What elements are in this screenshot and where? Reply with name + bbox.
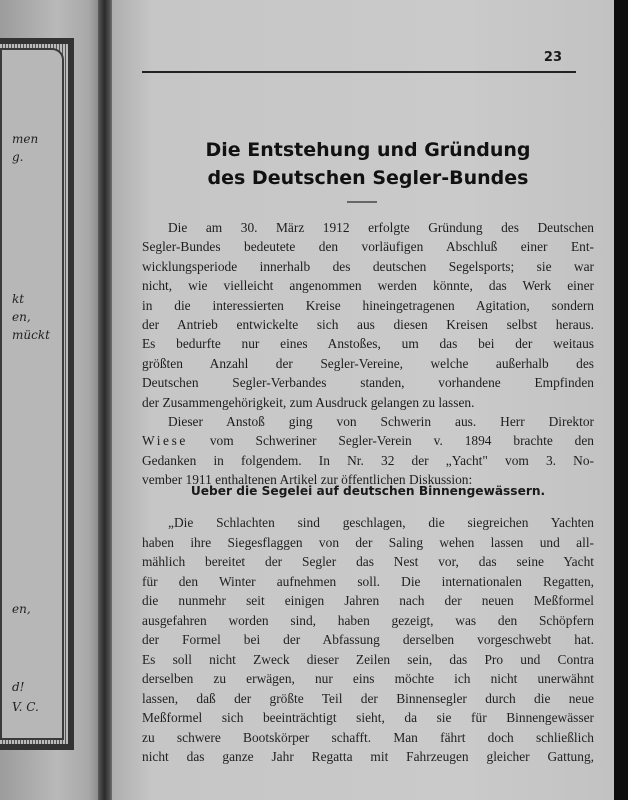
left-page	[0, 0, 104, 800]
header-rule	[142, 71, 576, 73]
quote-line: die nunmehr seit einigen Jahren nach der neuen Meßformel	[142, 593, 594, 608]
person-name-wiese: Wiese	[142, 433, 188, 449]
paragraph-1-line: in die interessierten Kreise hineingetragenen Agitation, sondern	[142, 297, 594, 313]
title-divider	[347, 201, 377, 203]
quoted-article-text	[142, 513, 594, 767]
paragraph-2-line: Gedanken in folgendem. In Nr. 32 der „Yacht" vom 3. No-	[142, 452, 594, 468]
quote-line: nicht das ganze Jahr Regatta mit Fahrzeugen gleicher Gattung,	[142, 749, 594, 764]
quote-line: der Formel bei der Abfassung derselben vorgeschwebt hat.	[142, 632, 594, 647]
left-page-ornamental-frame	[0, 38, 74, 750]
paragraph-2-line: Dieser Anstoß ging von Schwerin aus. Herr Direktor	[168, 414, 594, 430]
quote-line: ausgefahren worden sind, haben gezeigt, was den Schöpfern	[142, 612, 594, 628]
paragraph-1-line: größten Anzahl der Segler-Vereine, welche außerhalb des	[142, 355, 594, 371]
quote-line: haben ihre Siegesflaggen von der Saling wehen lassen und all-	[142, 534, 594, 550]
quote-line: mählich bereitet der Segler das Nest vor, das seine Yacht	[142, 554, 594, 569]
quote-line: derselben zu erwägen, nur eins möchte ich nicht unerwähnt	[142, 671, 594, 686]
quote-line: Meßformel sich beeinträchtigt sieht, da sie für Binnengewässer	[142, 710, 594, 725]
quote-line: lassen, daß der größte Teil der Binnensegler durch die neue	[142, 690, 594, 706]
paragraph-1-line: nicht, wie vielleicht angenommen werden könnte, das Werk einer	[142, 278, 594, 294]
left-page-fragment: en,	[12, 602, 31, 616]
left-page-fragment: mückt	[12, 328, 50, 342]
left-page-fragment: en,	[12, 310, 31, 324]
quoted-article-heading: Ueber die Segelei auf deutschen Binnengewässern.	[190, 484, 546, 498]
right-page	[112, 0, 614, 800]
chapter-title-line-2: des Deutschen Segler-Bundes	[207, 167, 529, 189]
paragraph-2-line-rest: vom Schweriner Segler-Verein v. 1894 brachte den	[209, 433, 595, 449]
paragraph-1-line: Deutschen Segler-Verbandes standen, vorhandene Empfinden	[142, 375, 594, 391]
quote-line: für den Winter aufnehmen soll. Die internationalen Regatten,	[142, 573, 594, 589]
quote-line: Es soll nicht Zweck dieser Zeilen sein, das Pro und Contra	[142, 651, 594, 667]
paragraph-1-line: wicklungsperiode innerhalb des deutschen Segelsports; sie war	[142, 258, 594, 274]
chapter-title	[142, 136, 594, 192]
chapter-title-line-1: Die Entstehung und Gründung	[205, 139, 531, 161]
left-page-frame-inner	[0, 48, 64, 740]
paragraph-2-line	[142, 431, 594, 450]
paragraph-1-line: Segler-Bundes bedeutete den vorläufigen Abschluß einer Ent-	[142, 239, 594, 255]
paragraph-1-line: Es bedurfte nur eines Anstoßes, um das bei der weitaus	[142, 336, 594, 352]
left-page-fragment: d!	[12, 680, 25, 694]
paragraph-1-line: der Zusammengehörigkeit, zum Ausdruck gelangen zu lassen.	[142, 394, 475, 410]
left-page-fragment: men	[12, 132, 39, 146]
page-number: 23	[543, 50, 562, 65]
body-text	[142, 218, 594, 490]
paragraph-1-line: der Antrieb entwickelte sich aus diesen Kreisen selbst heraus.	[142, 317, 594, 333]
left-page-fragment: g.	[12, 150, 24, 164]
paragraph-2-line: vember 1911 enthaltenen Artikel zur öffentlichen Diskussion:	[142, 472, 473, 488]
quote-line: „Die Schlachten sind geschlagen, die siegreichen Yachten	[168, 515, 594, 530]
left-page-fragment: kt	[12, 292, 25, 306]
paragraph-1-line: Die am 30. März 1912 erfolgte Gründung des Deutschen	[168, 220, 594, 235]
left-page-fragment: V. C.	[12, 700, 39, 714]
quote-line: zu schwere Bootskörper schafft. Man fährt doch schließlich	[142, 729, 594, 745]
